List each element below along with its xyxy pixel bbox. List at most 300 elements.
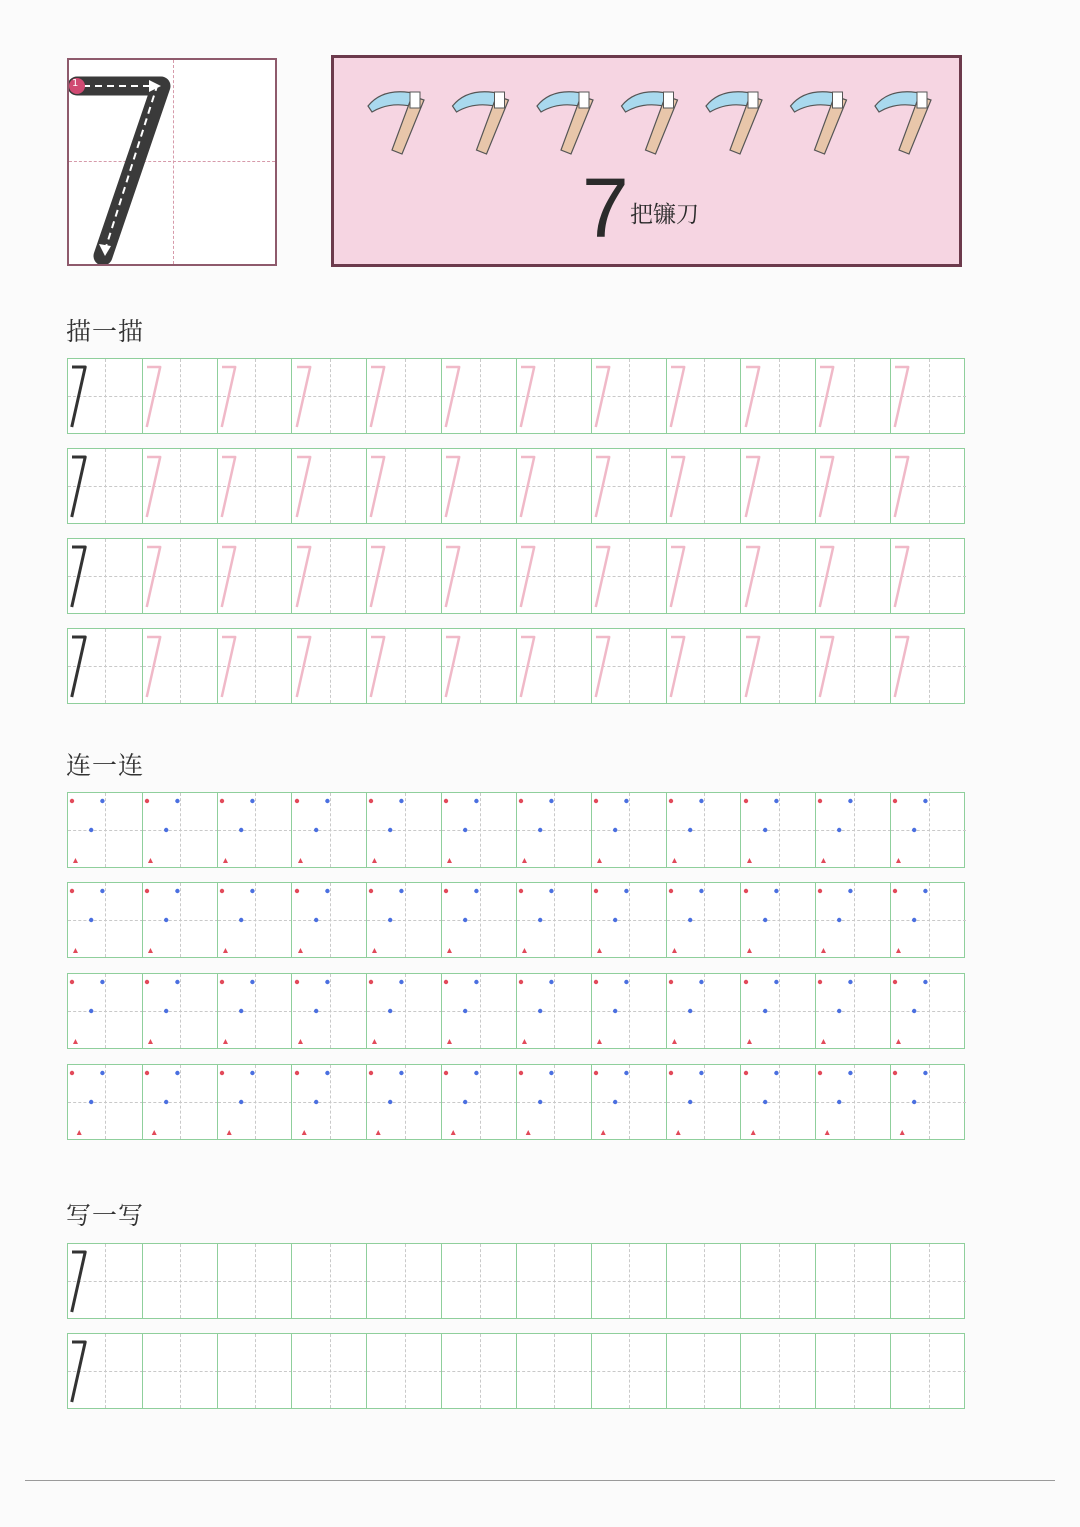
corner-dot: [849, 980, 853, 984]
end-triangle: [526, 1130, 531, 1135]
connect-cell[interactable]: [442, 793, 517, 867]
start-dot: [70, 799, 74, 803]
connect-cell[interactable]: [367, 883, 442, 957]
trace-row: [67, 448, 965, 524]
trace-cell[interactable]: [367, 629, 442, 703]
middle-dot: [463, 828, 467, 832]
corner-dot: [325, 799, 329, 803]
trace-row: [67, 358, 965, 434]
connect-cell[interactable]: [293, 1065, 368, 1139]
trace-cell[interactable]: [742, 539, 817, 613]
scythe-icon: [875, 92, 931, 154]
trace-digit-seven: [521, 367, 534, 427]
trace-digit-seven: [670, 367, 683, 427]
middle-dot: [388, 918, 392, 922]
start-dot: [444, 799, 448, 803]
stroke-number-label: 1: [72, 78, 79, 89]
trace-cell[interactable]: [592, 359, 667, 433]
trace-cell[interactable]: [891, 359, 966, 433]
trace-cell[interactable]: [442, 629, 517, 703]
start-dot: [668, 1071, 672, 1075]
trace-digit-seven: [296, 547, 309, 607]
connect-cell[interactable]: [68, 974, 143, 1048]
connect-cell[interactable]: [517, 883, 592, 957]
end-triangle: [226, 1130, 231, 1135]
middle-dot: [388, 828, 392, 832]
connect-cell[interactable]: [891, 883, 966, 957]
connect-cell[interactable]: [367, 1065, 442, 1139]
connect-cell[interactable]: [667, 883, 742, 957]
middle-dot: [538, 918, 542, 922]
middle-dot: [688, 1009, 692, 1013]
connect-cell[interactable]: [742, 974, 817, 1048]
trace-cell[interactable]: [442, 359, 517, 433]
trace-cell[interactable]: [667, 359, 742, 433]
middle-dot: [688, 918, 692, 922]
middle-dot: [762, 1009, 766, 1013]
connect-cell[interactable]: [816, 974, 891, 1048]
scythe-icons: [362, 80, 932, 160]
start-dot: [294, 889, 298, 893]
start-dot: [519, 1071, 523, 1075]
write-cell[interactable]: [891, 1244, 966, 1318]
write-cell[interactable]: [442, 1244, 517, 1318]
connect-cell[interactable]: [667, 793, 742, 867]
connect-cell[interactable]: [592, 793, 667, 867]
connect-row: [67, 973, 965, 1049]
connect-cell[interactable]: [293, 974, 368, 1048]
trace-digit-seven: [147, 547, 160, 607]
corner-dot: [474, 980, 478, 984]
trace-digit-seven: [895, 457, 908, 517]
trace-cell[interactable]: [143, 629, 218, 703]
connect-cell[interactable]: [143, 974, 218, 1048]
corner-dot: [325, 889, 329, 893]
trace-digit-seven: [596, 547, 609, 607]
middle-dot: [388, 1100, 392, 1104]
connect-cell[interactable]: [891, 1065, 966, 1139]
corner-dot: [624, 799, 628, 803]
start-dot: [519, 980, 523, 984]
end-triangle: [451, 1130, 456, 1135]
connect-cell[interactable]: [592, 1065, 667, 1139]
trace-digit-seven: [371, 547, 384, 607]
trace-cell[interactable]: [68, 539, 143, 613]
trace-digit-seven: [820, 457, 833, 517]
middle-dot: [89, 918, 93, 922]
middle-dot: [89, 1009, 93, 1013]
connect-cell[interactable]: [442, 974, 517, 1048]
end-triangle: [77, 1130, 82, 1135]
corner-dot: [175, 1071, 179, 1075]
corner-dot: [624, 1071, 628, 1075]
end-triangle: [597, 1039, 602, 1044]
end-triangle: [73, 1039, 78, 1044]
end-triangle: [896, 1039, 901, 1044]
middle-dot: [688, 828, 692, 832]
connect-cell[interactable]: [667, 1065, 742, 1139]
trace-cell[interactable]: [68, 449, 143, 523]
write-cell[interactable]: [667, 1334, 742, 1408]
start-dot: [594, 980, 598, 984]
end-triangle: [896, 948, 901, 953]
write-cell[interactable]: [218, 1334, 293, 1408]
middle-dot: [463, 1100, 467, 1104]
corner-dot: [849, 1071, 853, 1075]
start-dot: [369, 889, 373, 893]
end-triangle: [223, 858, 228, 863]
connect-cell[interactable]: [891, 793, 966, 867]
middle-dot: [463, 1009, 467, 1013]
stroke-order-icon: [69, 60, 275, 264]
connect-cell[interactable]: [442, 883, 517, 957]
connect-cell[interactable]: [367, 974, 442, 1048]
trace-digit-seven: [371, 367, 384, 427]
trace-cell[interactable]: [667, 449, 742, 523]
guide-digit-seven: [72, 547, 85, 607]
trace-cell[interactable]: [143, 539, 218, 613]
connect-cell[interactable]: [293, 883, 368, 957]
connect-cell[interactable]: [143, 793, 218, 867]
middle-dot: [538, 828, 542, 832]
trace-digit-seven: [521, 547, 534, 607]
write-cell[interactable]: [816, 1334, 891, 1408]
end-triangle: [73, 858, 78, 863]
end-triangle: [447, 948, 452, 953]
end-triangle: [152, 1130, 157, 1135]
write-cell[interactable]: [367, 1244, 442, 1318]
footer-rule: [25, 1480, 1055, 1481]
corner-dot: [100, 1071, 104, 1075]
middle-dot: [762, 918, 766, 922]
trace-cell[interactable]: [667, 629, 742, 703]
connect-cell[interactable]: [742, 883, 817, 957]
middle-dot: [313, 1009, 317, 1013]
start-dot: [145, 980, 149, 984]
trace-cell[interactable]: [293, 449, 368, 523]
trace-digit-seven: [371, 457, 384, 517]
connect-cell[interactable]: [367, 793, 442, 867]
corner-dot: [400, 799, 404, 803]
corner-dot: [923, 980, 927, 984]
write-cell[interactable]: [293, 1334, 368, 1408]
corner-dot: [175, 889, 179, 893]
connect-cell[interactable]: [442, 1065, 517, 1139]
end-triangle: [601, 1130, 606, 1135]
trace-digit-seven: [596, 457, 609, 517]
scythe-icon: [537, 92, 593, 154]
trace-cell[interactable]: [367, 539, 442, 613]
end-triangle: [372, 858, 377, 863]
trace-digit-seven: [221, 637, 234, 697]
start-dot: [444, 1071, 448, 1075]
trace-cell[interactable]: [816, 449, 891, 523]
write-cell[interactable]: [367, 1334, 442, 1408]
trace-cell[interactable]: [517, 539, 592, 613]
start-dot: [594, 1071, 598, 1075]
trace-digit-seven: [895, 637, 908, 697]
write-cell[interactable]: [68, 1244, 143, 1318]
corner-dot: [699, 889, 703, 893]
end-triangle: [447, 1039, 452, 1044]
corner-dot: [474, 889, 478, 893]
corner-dot: [100, 799, 104, 803]
middle-dot: [613, 1009, 617, 1013]
end-triangle: [597, 948, 602, 953]
write-cell[interactable]: [293, 1244, 368, 1318]
middle-dot: [89, 1100, 93, 1104]
trace-cell[interactable]: [293, 539, 368, 613]
start-dot: [219, 889, 223, 893]
start-dot: [743, 889, 747, 893]
connect-cell[interactable]: [517, 1065, 592, 1139]
trace-cell[interactable]: [218, 359, 293, 433]
write-cell[interactable]: [218, 1244, 293, 1318]
connect-cell[interactable]: [143, 883, 218, 957]
end-triangle: [376, 1130, 381, 1135]
connect-cell[interactable]: [218, 793, 293, 867]
end-triangle: [148, 858, 153, 863]
trace-cell[interactable]: [218, 449, 293, 523]
middle-dot: [613, 918, 617, 922]
trace-digit-seven: [446, 367, 459, 427]
connect-cell[interactable]: [517, 974, 592, 1048]
write-cell[interactable]: [442, 1334, 517, 1408]
end-triangle: [821, 1039, 826, 1044]
start-dot: [594, 889, 598, 893]
start-dot: [519, 799, 523, 803]
trace-cell[interactable]: [293, 629, 368, 703]
end-triangle: [825, 1130, 830, 1135]
middle-dot: [239, 1009, 243, 1013]
trace-digit-seven: [296, 367, 309, 427]
corner-dot: [549, 889, 553, 893]
trace-cell[interactable]: [442, 449, 517, 523]
corner-dot: [474, 799, 478, 803]
write-cell[interactable]: [742, 1334, 817, 1408]
end-triangle: [746, 948, 751, 953]
guide-digit-seven: [72, 637, 85, 697]
trace-cell[interactable]: [517, 629, 592, 703]
trace-cell[interactable]: [816, 629, 891, 703]
middle-dot: [837, 1100, 841, 1104]
trace-cell[interactable]: [293, 359, 368, 433]
trace-cell[interactable]: [367, 359, 442, 433]
corner-dot: [923, 1071, 927, 1075]
corner-dot: [849, 799, 853, 803]
corner-dot: [923, 799, 927, 803]
start-dot: [893, 980, 897, 984]
trace-cell[interactable]: [742, 629, 817, 703]
trace-digit-seven: [895, 367, 908, 427]
trace-digit-seven: [745, 367, 758, 427]
end-triangle: [746, 1039, 751, 1044]
middle-dot: [613, 1100, 617, 1104]
trace-cell[interactable]: [68, 629, 143, 703]
start-dot: [893, 1071, 897, 1075]
start-dot: [294, 980, 298, 984]
trace-digit-seven: [446, 547, 459, 607]
write-cell[interactable]: [143, 1334, 218, 1408]
middle-dot: [912, 828, 916, 832]
trace-cell[interactable]: [742, 449, 817, 523]
end-triangle: [672, 1039, 677, 1044]
trace-digit-seven: [596, 367, 609, 427]
start-dot: [145, 799, 149, 803]
corner-dot: [400, 1071, 404, 1075]
end-triangle: [675, 1130, 680, 1135]
trace-cell[interactable]: [816, 539, 891, 613]
end-triangle: [672, 858, 677, 863]
trace-cell[interactable]: [442, 539, 517, 613]
write-cell[interactable]: [517, 1334, 592, 1408]
start-dot: [743, 980, 747, 984]
middle-dot: [762, 828, 766, 832]
corner-dot: [624, 889, 628, 893]
connect-cell[interactable]: [891, 974, 966, 1048]
middle-dot: [388, 1009, 392, 1013]
connect-row: [67, 1064, 965, 1140]
middle-dot: [912, 1009, 916, 1013]
trace-digit-seven: [147, 367, 160, 427]
start-dot: [444, 980, 448, 984]
trace-digit-seven: [521, 457, 534, 517]
trace-cell[interactable]: [592, 449, 667, 523]
end-triangle: [297, 1039, 302, 1044]
trace-cell[interactable]: [891, 539, 966, 613]
connect-cell[interactable]: [218, 974, 293, 1048]
start-dot: [145, 1071, 149, 1075]
end-triangle: [301, 1130, 306, 1135]
trace-cell[interactable]: [517, 449, 592, 523]
end-triangle: [223, 948, 228, 953]
end-triangle: [896, 858, 901, 863]
write-cell[interactable]: [891, 1334, 966, 1408]
middle-dot: [239, 918, 243, 922]
trace-cell[interactable]: [592, 539, 667, 613]
start-dot: [743, 1071, 747, 1075]
middle-dot: [762, 1100, 766, 1104]
trace-cell[interactable]: [367, 449, 442, 523]
connect-cell[interactable]: [218, 883, 293, 957]
start-dot: [369, 1071, 373, 1075]
trace-digit-seven: [745, 457, 758, 517]
trace-digit-seven: [596, 637, 609, 697]
connect-cell[interactable]: [592, 883, 667, 957]
scene-caption: 把镰刀: [630, 202, 699, 228]
connect-cell[interactable]: [68, 793, 143, 867]
connect-cell[interactable]: [667, 974, 742, 1048]
corner-dot: [250, 980, 254, 984]
corner-dot: [549, 799, 553, 803]
trace-cell[interactable]: [816, 359, 891, 433]
write-section-title: 写一写: [66, 1201, 145, 1230]
middle-dot: [912, 1100, 916, 1104]
start-dot: [70, 889, 74, 893]
start-dot: [444, 889, 448, 893]
write-cell[interactable]: [68, 1334, 143, 1408]
corner-dot: [175, 980, 179, 984]
start-dot: [219, 980, 223, 984]
start-dot: [818, 980, 822, 984]
middle-dot: [164, 918, 168, 922]
trace-digit-seven: [446, 457, 459, 517]
connect-cell[interactable]: [143, 1065, 218, 1139]
trace-digit-seven: [147, 637, 160, 697]
end-triangle: [746, 858, 751, 863]
start-dot: [70, 1071, 74, 1075]
connect-row: [67, 882, 965, 958]
scene-illustration: [331, 55, 962, 267]
connect-cell[interactable]: [816, 1065, 891, 1139]
trace-cell[interactable]: [218, 629, 293, 703]
trace-cell[interactable]: [143, 359, 218, 433]
trace-section-title: 描一描: [66, 317, 145, 346]
connect-cell[interactable]: [592, 974, 667, 1048]
start-dot: [668, 889, 672, 893]
corner-dot: [699, 799, 703, 803]
trace-cell[interactable]: [891, 629, 966, 703]
write-cell[interactable]: [816, 1244, 891, 1318]
start-dot: [893, 799, 897, 803]
connect-cell[interactable]: [517, 793, 592, 867]
end-triangle: [297, 948, 302, 953]
corner-dot: [325, 980, 329, 984]
connect-cell[interactable]: [742, 1065, 817, 1139]
corner-dot: [699, 1071, 703, 1075]
middle-dot: [538, 1009, 542, 1013]
trace-cell[interactable]: [742, 359, 817, 433]
start-dot: [893, 889, 897, 893]
start-dot: [668, 799, 672, 803]
trace-digit-seven: [820, 637, 833, 697]
connect-cell[interactable]: [816, 793, 891, 867]
end-triangle: [821, 948, 826, 953]
connect-cell[interactable]: [816, 883, 891, 957]
connect-cell[interactable]: [218, 1065, 293, 1139]
middle-dot: [613, 828, 617, 832]
connect-cell[interactable]: [293, 793, 368, 867]
connect-cell[interactable]: [742, 793, 817, 867]
write-cell[interactable]: [592, 1334, 667, 1408]
trace-cell[interactable]: [667, 539, 742, 613]
connect-cell[interactable]: [68, 883, 143, 957]
trace-cell[interactable]: [592, 629, 667, 703]
guide-digit-seven: [72, 1252, 85, 1312]
scythe-icon: [368, 92, 424, 154]
trace-digit-seven: [670, 457, 683, 517]
write-row: [67, 1333, 965, 1409]
write-cell[interactable]: [667, 1244, 742, 1318]
middle-dot: [837, 828, 841, 832]
write-cell[interactable]: [517, 1244, 592, 1318]
write-cell[interactable]: [143, 1244, 218, 1318]
write-cell[interactable]: [592, 1244, 667, 1318]
trace-cell[interactable]: [68, 359, 143, 433]
guide-digit-seven: [72, 457, 85, 517]
trace-cell[interactable]: [143, 449, 218, 523]
trace-digit-seven: [296, 637, 309, 697]
corner-dot: [100, 980, 104, 984]
trace-cell[interactable]: [891, 449, 966, 523]
trace-cell[interactable]: [218, 539, 293, 613]
trace-cell[interactable]: [517, 359, 592, 433]
write-cell[interactable]: [742, 1244, 817, 1318]
end-triangle: [522, 858, 527, 863]
start-dot: [369, 799, 373, 803]
connect-cell[interactable]: [68, 1065, 143, 1139]
corner-dot: [100, 889, 104, 893]
